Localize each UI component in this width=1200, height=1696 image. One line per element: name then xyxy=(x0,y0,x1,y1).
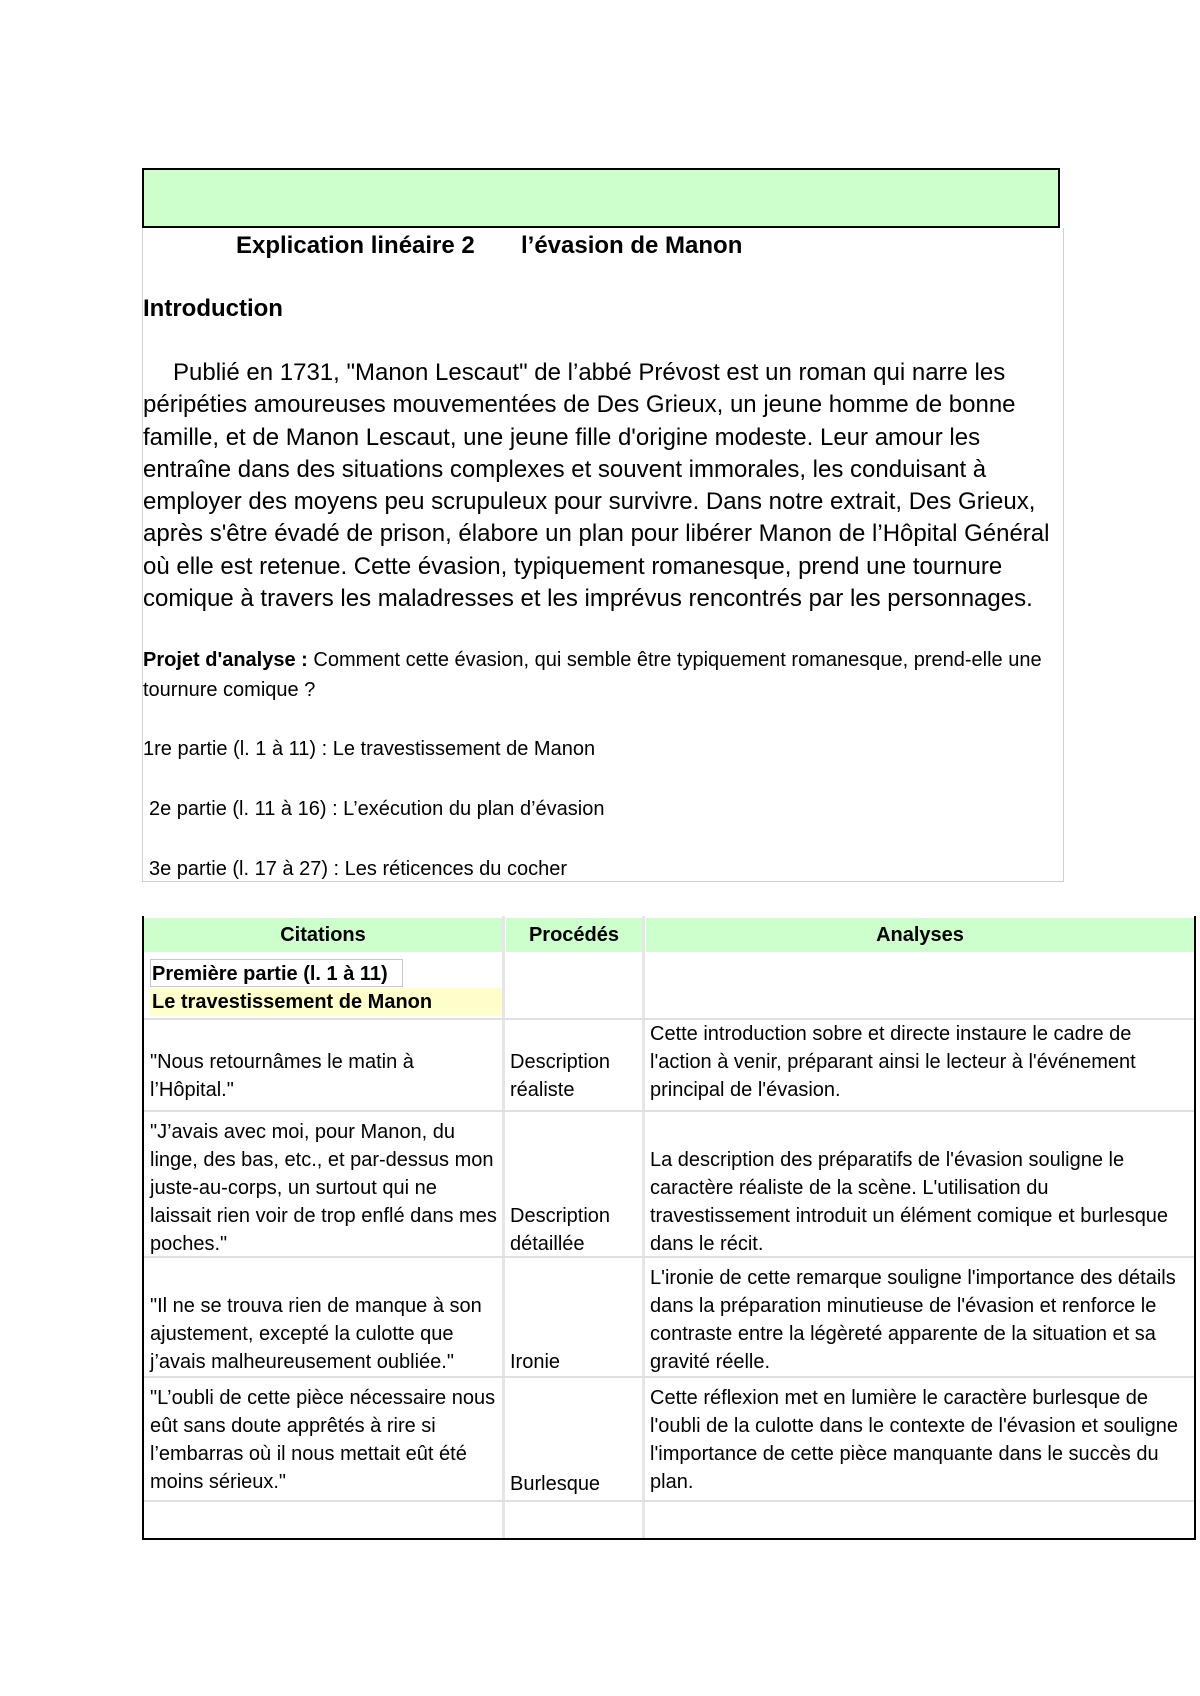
header-procedes: Procédés xyxy=(506,918,642,952)
introduction-paragraph: Publié en 1731, "Manon Lescaut" de l’abbé Prévost est un roman qui narre les péripéties amoureuses mouvementées de Des Grieux, un jeune homme de bonne famille, et de Manon Lescaut, une jeune fille d'origine modeste. Leur amour les entraîne dans des situations complexes et souvent immorales, les conduisant à employer des moyens peu scrupuleux pour survivre. Dans notre extrait, Des Grieux, après s'être évadé de prison, élabore un plan pour libérer Manon de l’Hôpital Général où elle est retenue. Cette évasion, typiquement romanesque, prend une tournure comique à travers les maladresses et les imprévus rencontrés par les personnages. xyxy=(143,359,1050,613)
table-row-analyse: L'ironie de cette remarque souligne l'importance des détails dans la préparation minutieuse de l'évasion et renforce le contraste entre la légèreté apparente de la situation et sa gravité réelle. xyxy=(650,1267,1176,1373)
project-question: Comment cette évasion, qui semble être typiquement romanesque, prend-elle une tournure comique ? xyxy=(143,649,1042,701)
header-citations: Citations xyxy=(144,918,502,952)
table-row-procede: Burlesque xyxy=(510,1473,601,1495)
row-separator xyxy=(144,1110,1194,1112)
table-row-citation: "J’avais avec moi, pour Manon, du linge, des bas, etc., et par-dessus mon juste-au-corps, un surtout qui ne laissait rien voir de trop enflé dans mes poches." xyxy=(150,1121,497,1255)
row-separator xyxy=(144,1376,1194,1378)
analysis-project xyxy=(143,645,1061,705)
column-divider xyxy=(502,916,505,1538)
section-subtitle-part-1: Le travestissement de Manon xyxy=(150,988,502,1016)
header-analyses: Analyses xyxy=(646,918,1194,952)
part-1-outline: 1re partie (l. 1 à 11) : Le travestissement de Manon xyxy=(143,738,596,760)
table-row-citation: "Nous retournâmes le matin à l’Hôpital." xyxy=(150,1051,414,1101)
project-label: Projet d'analyse : xyxy=(143,649,308,671)
document-title: Explication linéaire 2 xyxy=(236,232,475,259)
section-title-part-1: Première partie (l. 1 à 11) xyxy=(150,959,403,987)
table-row-analyse: La description des préparatifs de l'évasion souligne le caractère réaliste de la scène. L'utilisation du travestissement introduit un élément comique et burlesque dans le récit. xyxy=(650,1149,1169,1255)
table-row-analyse: Cette introduction sobre et directe instaure le cadre de l'action à venir, préparant ainsi le lecteur à l'événement principal de l'évasion. xyxy=(650,1023,1136,1101)
row-separator xyxy=(144,1500,1194,1502)
table-row-procede: Description détaillée xyxy=(510,1205,611,1255)
column-divider xyxy=(642,916,645,1538)
introduction-heading: Introduction xyxy=(143,295,283,322)
part-2-outline: 2e partie (l. 11 à 16) : L’exécution du plan d’évasion xyxy=(149,798,605,820)
part-3-outline: 3e partie (l. 17 à 27) : Les réticences du cocher xyxy=(149,858,568,880)
table-row-citation: "L’oubli de cette pièce nécessaire nous eût sans doute apprêtés à rire si l’embarras où il nous mettait eût été moins sérieux." xyxy=(150,1387,496,1493)
header-banner xyxy=(142,168,1060,228)
table-row-procede: Description réaliste xyxy=(510,1051,611,1101)
table-row-procede: Ironie xyxy=(510,1351,561,1373)
table-row-citation: "Il ne se trouva rien de manque à son ajustement, excepté la culotte que j’avais malheureusement oubliée." xyxy=(150,1295,482,1373)
table-row-analyse: Cette réflexion met en lumière le caractère burlesque de l'oubli de la culotte dans le contexte de l'évasion et souligne l'importance de cette pièce manquante dans le succès du plan. xyxy=(650,1387,1178,1493)
document-subtitle: l’évasion de Manon xyxy=(521,232,743,259)
